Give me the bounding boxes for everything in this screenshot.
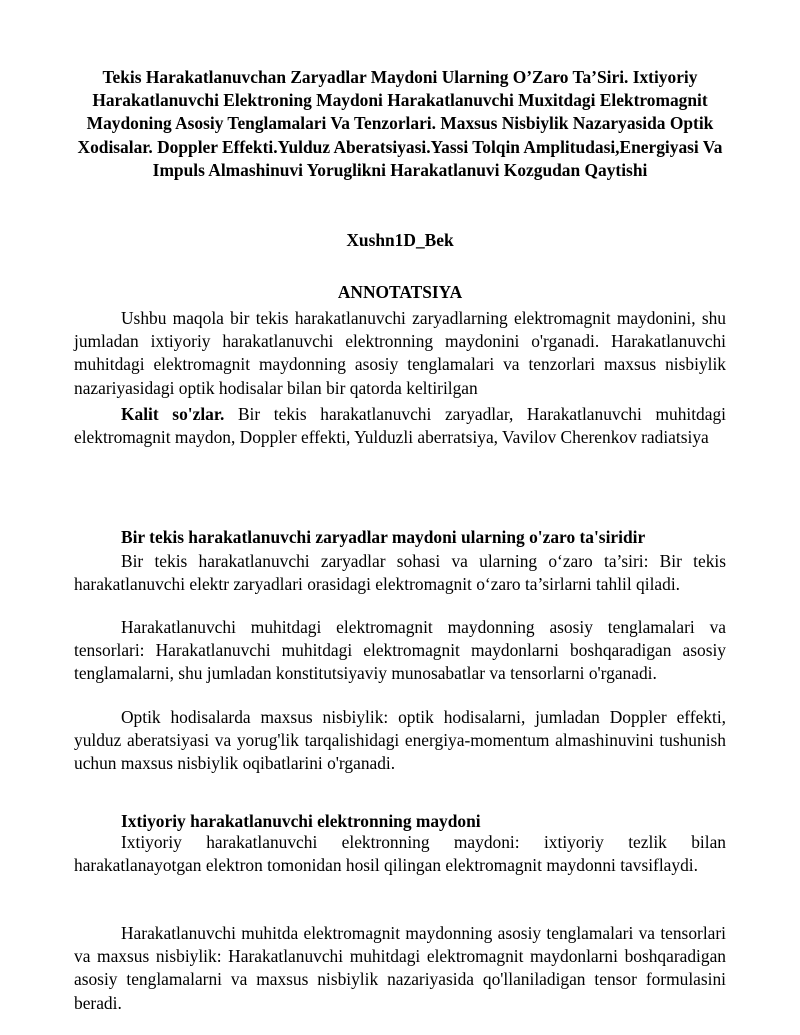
keywords-paragraph xyxy=(74,403,726,449)
section1-paragraph-3: Optik hodisalarda maxsus nisbiylik: optik hodisalarni, jumladan Doppler effekti, yulduz aberatsiyasi va yorug'lik tarqalishidagi energiya-momentum almashinuvini tushunish uchun maxsus nisbiylik oqibatlarini o'rganadi. xyxy=(74,707,726,774)
section-heading-arbitrary-electron: Ixtiyoriy harakatlanuvchi elektronning maydoni xyxy=(121,811,481,831)
keywords-text: Bir tekis harakatlanuvchi zaryadlar, Harakatlanuvchi muhitdagi elektromagnit maydon, Doppler effekti, Yulduzli aberratsiya, Vavilov Cherenkov radiatsiya xyxy=(74,404,726,448)
section1-paragraph-1: Bir tekis harakatlanuvchi zaryadlar sohasi va ularning o‘zaro ta’siri: Bir tekis harakatlanuvchi elektr zaryadlari orasidagi elektromagnit o‘zaro ta’sirlarni tahlil qiladi. xyxy=(74,551,726,595)
annotation-heading: ANNOTATSIYA xyxy=(337,282,463,302)
section2-paragraph-1: Ixtiyoriy harakatlanuvchi elektronning maydoni: ixtiyoriy tezlik bilan harakatlanayotgan elektron tomonidan hosil qilingan elektromagnit maydonni tavsiflaydi. xyxy=(74,832,726,876)
author-name: Xushn1D_Bek xyxy=(346,230,454,250)
section2-paragraph-2: Harakatlanuvchi muhitda elektromagnit maydonning asosiy tenglamalari va tensorlari va maxsus nisbiylik: Harakatlanuvchi muhitdagi elektromagnit maydonlarni boshqaradigan asosiy tenglamalarni va maxsus nisbiylik nazariyasida qo'llaniladigan tensor formulasini beradi. xyxy=(74,923,726,1013)
section1-paragraph-2: Harakatlanuvchi muhitdagi elektromagnit maydonning asosiy tenglamalari va tensorlari: Harakatlanuvchi muhitdagi elektromagnit maydonlarni boshqaradigan asosiy tenglamalarni, shu jumladan konstitutsiyaviy munosabatlar va tensorlarni o'rganadi. xyxy=(74,617,726,684)
section-heading-uniform-charges: Bir tekis harakatlanuvchi zaryadlar maydoni ularning o'zaro ta'siridir xyxy=(121,527,646,547)
annotation-paragraph: Ushbu maqola bir tekis harakatlanuvchi zaryadlarning elektromagnit maydonini, shu jumladan ixtiyoriy harakatlanuvchi elektronning maydonini o'rganadi. Harakatlanuvchi muhitdagi elektromagnit maydonning asosiy tenglamalari va tenzorlari maxsus nisbiylik nazariyasidagi optik hodisalar bilan bir qatorda keltirilgan xyxy=(74,308,726,398)
keywords-label: Kalit so'zlar. xyxy=(121,404,225,424)
document-title: Tekis Harakatlanuvchan Zaryadlar Maydoni Ularning O’Zaro Ta’Siri. Ixtiyoriy Harakatlanuvchi Elektroning Maydoni Harakatlanuvchi Muxitdagi Elektromagnit Maydoning Asosiy Tenglamalari Va Tenzorlari. Maxsus Nisbiylik Nazaryasida Optik Xodisalar. Doppler Effekti.Yulduz Aberatsiyasi.Yassi Tolqin Amplitudasi,Energiyasi Va Impuls Almashinuvi Yoruglikni Harakatlanuvi Kozgudan Qaytishi xyxy=(77,67,723,180)
